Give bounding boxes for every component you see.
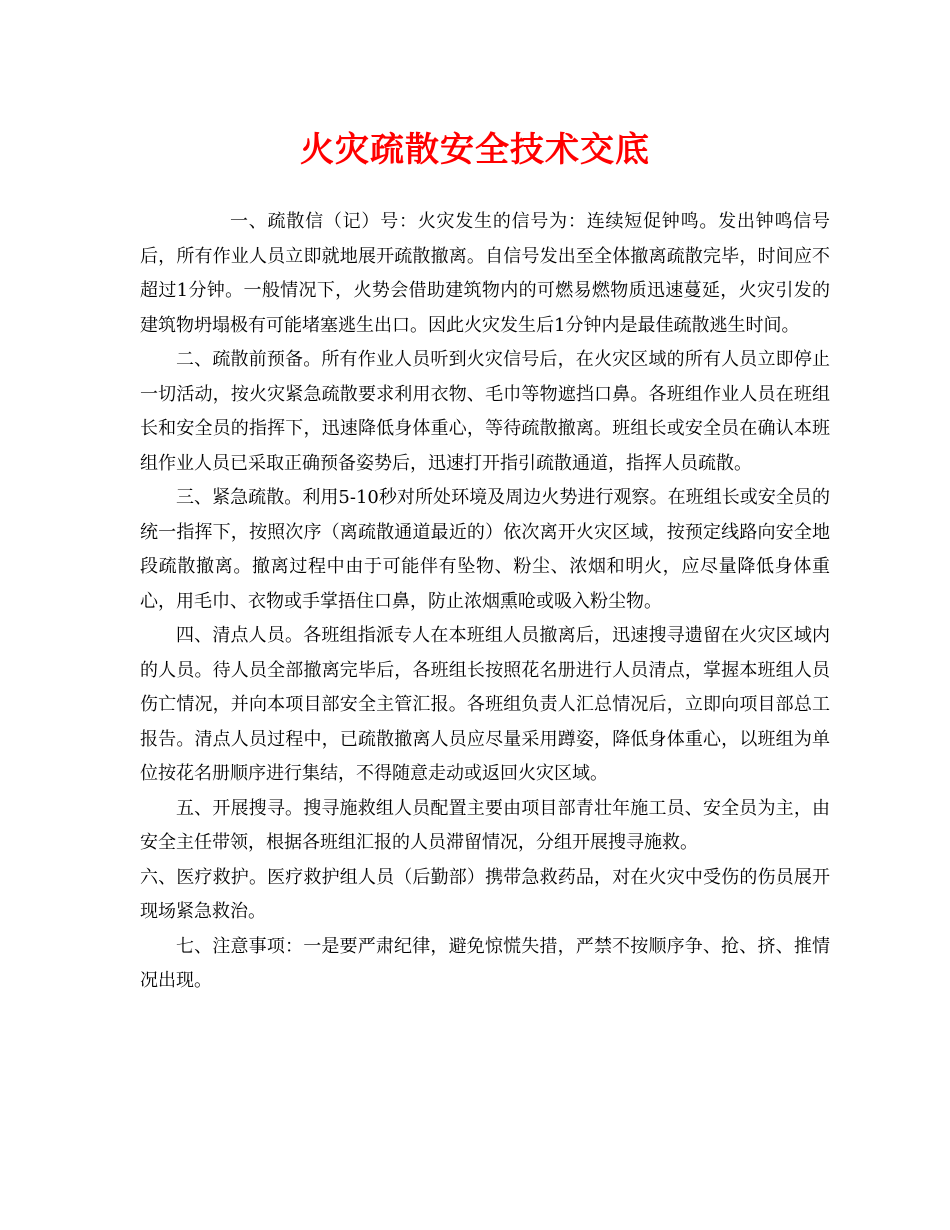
paragraph-medical-rescue: 六、医疗救护。医疗救护组人员（后勤部）携带急救药品，对在火灾中受伤的伤员展开现场紧急救治。 (140, 866, 830, 922)
paragraph-precautions: 七、注意事项：一是要严肃纪律，避免惊慌失措，严禁不按顺序争、抢、挤、推情况出现。 (140, 935, 830, 991)
document-title: 火灾疏散安全技术交底 (300, 130, 650, 170)
paragraph-search: 五、开展搜寻。搜寻施救组人员配置主要由项目部青壮年施工员、安全员为主，由安全主任带领，根据各班组汇报的人员滞留情况，分组开展搜寻施救。 (140, 797, 830, 853)
paragraph-evacuation-signal: 一、疏散信（记）号：火灾发生的信号为：连续短促钟鸣。发出钟鸣信号后，所有作业人员立即就地展开疏散撤离。自信号发出至全体撤离疏散完毕，时间应不超过1分钟。一般情况下，火势会借助建筑物内的可燃易燃物质迅速蔓延，火灾引发的建筑物坍塌极有可能堵塞逃生出口。因此火灾发生后1分钟内是最佳疏散逃生时间。 (140, 211, 830, 336)
document-body (140, 205, 830, 999)
paragraph-headcount: 四、清点人员。各班组指派专人在本班组人员撤离后，迅速搜寻遗留在火灾区域内的人员。待人员全部撤离完毕后，各班组长按照花名册进行人员清点，掌握本班组人员伤亡情况，并向本项目部安全主管汇报。各班组负责人汇总情况后，立即向项目部总工报告。清点人员过程中，已疏散撤离人员应尽量采用蹲姿，降低身体重心，以班组为单位按花名册顺序进行集结，不得随意走动或返回火灾区域。 (140, 625, 830, 784)
paragraph-evacuation-preparation: 二、疏散前预备。所有作业人员听到火灾信号后，在火灾区域的所有人员立即停止一切活动，按火灾紧急疏散要求利用衣物、毛巾等物遮挡口鼻。各班组作业人员在班组长和安全员的指挥下，迅速降低身体重心，等待疏散撤离。班组长或安全员在确认本班组作业人员已采取正确预备姿势后，迅速打开指引疏散通道，指挥人员疏散。 (140, 349, 830, 474)
paragraph-emergency-evacuation: 三、紧急疏散。利用5-10秒对所处环境及周边火势进行观察。在班组长或安全员的统一指挥下，按照次序（离疏散通道最近的）依次离开火灾区域，按预定线路向安全地段疏散撤离。撤离过程中由于可能伴有坠物、粉尘、浓烟和明火，应尽量降低身体重心，用毛巾、衣物或手掌捂住口鼻，防止浓烟熏呛或吸入粉尘物。 (140, 487, 830, 612)
